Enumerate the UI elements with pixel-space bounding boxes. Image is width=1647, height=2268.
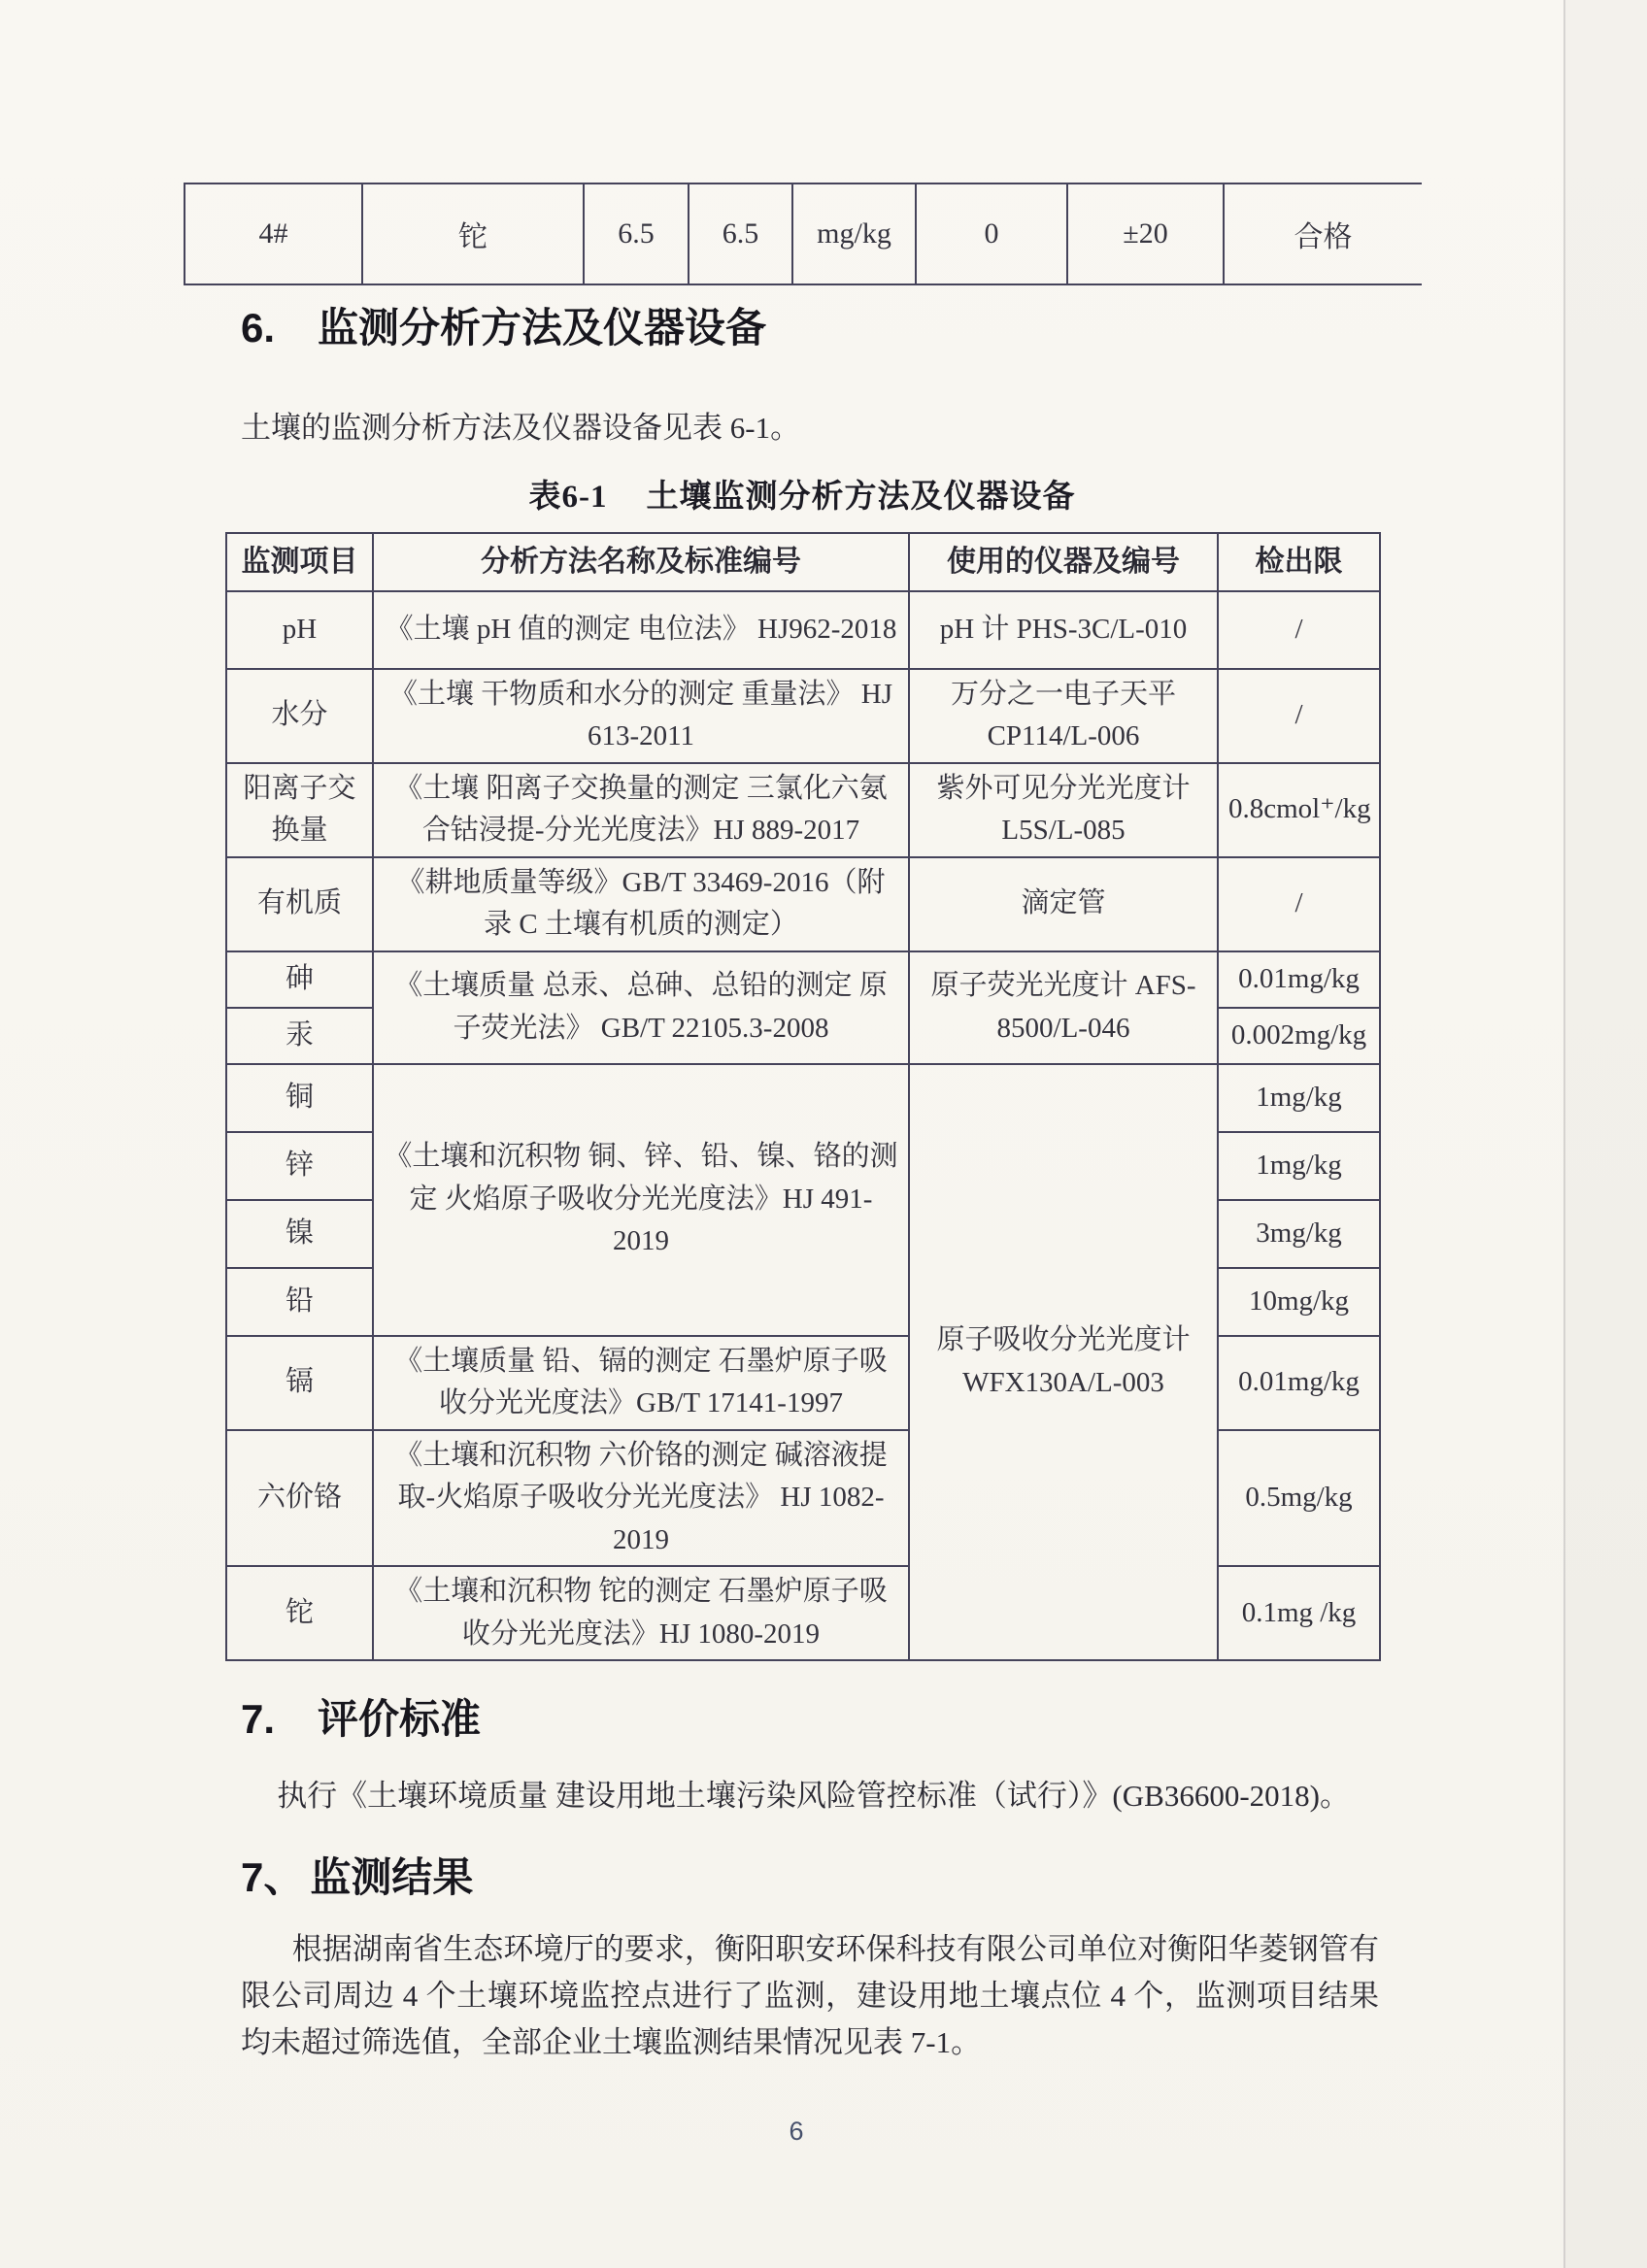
cell-limit: 0.002mg/kg <box>1218 1008 1380 1064</box>
table-6-1 <box>225 532 1381 1662</box>
cell-item: 镉 <box>226 1336 373 1430</box>
cell-limit: / <box>1218 857 1380 951</box>
cell-value-2: 6.5 <box>689 183 792 284</box>
section-7-standard-title: 评价标准 <box>318 1696 482 1743</box>
table-6-1-caption-title: 土壤监测分析方法及仪器设备 <box>646 479 1076 515</box>
cell-item: pH <box>226 591 373 669</box>
cell-method: 《土壤和沉积物 六价铬的测定 碱溶液提取-火焰原子吸收分光光度法》 HJ 1082-2019 <box>373 1430 909 1567</box>
cell-limit: 10mg/kg <box>1218 1268 1380 1336</box>
table-row-ph <box>226 591 1380 669</box>
cell-item: 有机质 <box>226 857 373 951</box>
section-6-intro-paragraph: 土壤的监测分析方法及仪器设备见表 6-1。 <box>241 410 801 445</box>
cell-item: 砷 <box>226 951 373 1008</box>
cell-limit: 0.01mg/kg <box>1218 951 1380 1008</box>
cell-limit: 0.5mg/kg <box>1218 1430 1380 1567</box>
cell-sample-id: 4# <box>185 183 362 284</box>
header-instrument: 使用的仪器及编号 <box>909 533 1218 591</box>
page-number: 6 <box>789 2117 804 2146</box>
cell-unit: mg/kg <box>792 183 916 284</box>
cell-method: 《耕地质量等级》GB/T 33469-2016（附录 C 土壤有机质的测定） <box>373 857 909 951</box>
cell-limit: 0.8cmol⁺/kg <box>1218 763 1380 857</box>
cell-limit: 1mg/kg <box>1218 1064 1380 1132</box>
header-monitoring-item: 监测项目 <box>226 533 373 591</box>
table-row-arsenic <box>226 951 1380 1008</box>
cell-method: 《土壤质量 总汞、总砷、总铅的测定 原子荧光法》 GB/T 22105.3-2008 <box>373 951 909 1064</box>
cell-method: 《土壤质量 铅、镉的测定 石墨炉原子吸收分光光度法》GB/T 17141-1997 <box>373 1336 909 1430</box>
cell-limit: 1mg/kg <box>1218 1132 1380 1200</box>
results-paragraph: 根据湖南省生态环境厅的要求，衡阳职安环保科技有限公司单位对衡阳华菱钢管有限公司周边 4 个土壤环境监控点进行了监测，建设用地土壤点位 4 个，监测项目结果均未超过筛选值，全部企业土壤监测结果情况见表 7-1。 <box>241 1932 1379 2060</box>
section-7-results-number: 7、 <box>241 1853 305 1900</box>
scan-edge-artifact <box>1563 0 1565 2268</box>
cell-item: 镍 <box>226 1200 373 1268</box>
cell-method: 《土壤 pH 值的测定 电位法》 HJ962-2018 <box>373 591 909 669</box>
cell-item: 六价铬 <box>226 1430 373 1567</box>
cell-limit: 0.01mg/kg <box>1218 1336 1380 1430</box>
header-detection-limit: 检出限 <box>1218 533 1380 591</box>
cell-item: 铜 <box>226 1064 373 1132</box>
section-7-results-title: 监测结果 <box>310 1853 474 1900</box>
cell-instrument: pH 计 PHS-3C/L-010 <box>909 591 1218 669</box>
cell-limit: 0.1mg /kg <box>1218 1566 1380 1660</box>
table-6-1-caption-label: 表6-1 <box>528 479 608 515</box>
standard-paragraph: 执行《土壤环境质量 建设用地土壤污染风险管控标准（试行）》(GB36600-2018)。 <box>277 1778 1350 1813</box>
cell-item: 阳离子交换量 <box>226 763 373 857</box>
cell-item: 铅 <box>226 1268 373 1336</box>
table-6-1-caption <box>225 471 1379 517</box>
cell-method: 《土壤和沉积物 铜、锌、铅、镍、铬的测定 火焰原子吸收分光光度法》HJ 491-2019 <box>373 1064 909 1336</box>
cell-item: 铊 <box>226 1566 373 1660</box>
table-row <box>185 183 1422 284</box>
cell-instrument: 原子荧光光度计 AFS-8500/L-046 <box>909 951 1218 1064</box>
section-7-standard-heading <box>241 1694 1647 1746</box>
cell-item: 汞 <box>226 1008 373 1064</box>
table-row-moisture <box>226 669 1380 763</box>
cell-method: 《土壤 干物质和水分的测定 重量法》 HJ 613-2011 <box>373 669 909 763</box>
cell-instrument: 万分之一电子天平 CP114/L-006 <box>909 669 1218 763</box>
cell-item: 锌 <box>226 1132 373 1200</box>
table-row-organic-matter <box>226 857 1380 951</box>
cell-limit: / <box>1218 669 1380 763</box>
cell-method: 《土壤和沉积物 铊的测定 石墨炉原子吸收分光光度法》HJ 1080-2019 <box>373 1566 909 1660</box>
section-6-heading <box>241 303 1647 354</box>
section-6-number: 6. <box>241 305 276 350</box>
cell-limit: 3mg/kg <box>1218 1200 1380 1268</box>
cell-instrument: 滴定管 <box>909 857 1218 951</box>
cell-limit: / <box>1218 591 1380 669</box>
previous-table-continuation <box>184 183 1422 285</box>
cell-tolerance: ±20 <box>1067 183 1224 284</box>
cell-instrument: 紫外可见分光光度计 L5S/L-085 <box>909 763 1218 857</box>
section-6-title: 监测分析方法及仪器设备 <box>318 305 767 350</box>
cell-value-1: 6.5 <box>584 183 689 284</box>
table-row-cation-exchange <box>226 763 1380 857</box>
section-7-standard-number: 7. <box>241 1696 276 1743</box>
header-method-standard: 分析方法名称及标准编号 <box>373 533 909 591</box>
cell-instrument: 原子吸收分光光度计 WFX130A/L-003 <box>909 1064 1218 1661</box>
table-header-row <box>226 533 1380 591</box>
cell-result: 合格 <box>1224 183 1422 284</box>
table-row-copper <box>226 1064 1380 1132</box>
section-7-results-heading <box>241 1852 1647 1904</box>
cell-item: 水分 <box>226 669 373 763</box>
scan-shade-artifact <box>1565 0 1647 2268</box>
cell-analyte: 铊 <box>362 183 584 284</box>
cell-method: 《土壤 阳离子交换量的测定 三氯化六氨合钴浸提-分光光度法》HJ 889-2017 <box>373 763 909 857</box>
cell-deviation: 0 <box>916 183 1067 284</box>
